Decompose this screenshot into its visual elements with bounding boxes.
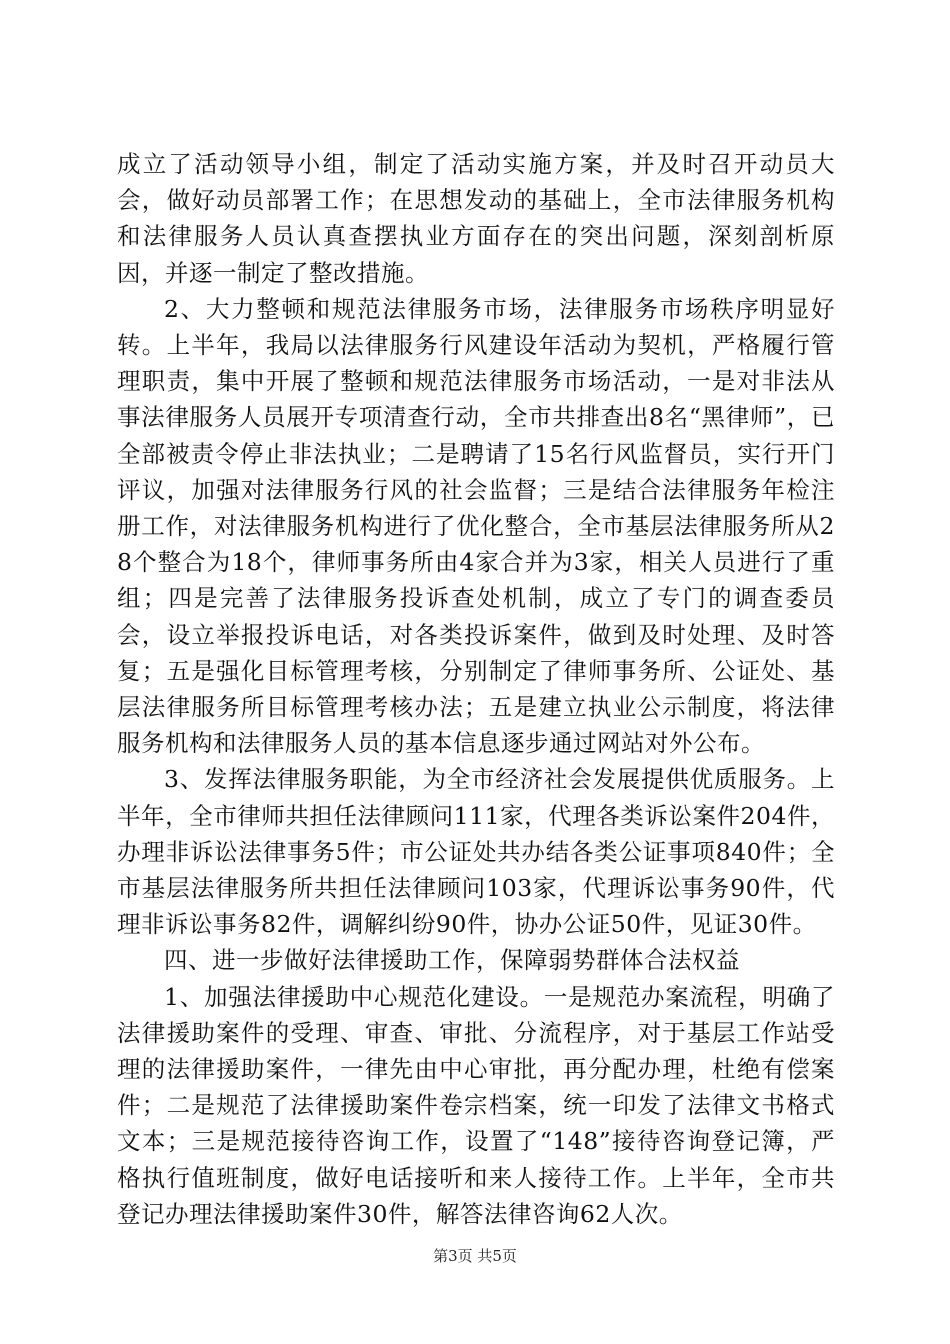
paragraph-market-regulation: 2、大力整顿和规范法律服务市场，法律服务市场秩序明显好转。上半年，我局以法律服务行风建设年活动为契机，严格履行管理职责，集中开展了整顿和规范法律服务市场活动，一是对非法从事法律服务人员展开专项清查行动，全市共排查出8名“黑律师”，已全部被责令停止非法执业；二是聘请了15名行风监督员，实行开门评议，加强对法律服务行风的社会监督；三是结合法律服务年检注册工作，对法律服务机构进行了优化整合，全市基层法律服务所从28个整合为18个，律师事务所由4家合并为3家，相关人员进行了重组；四是完善了法律服务投诉查处机制，成立了专门的调查委员会，设立举报投诉电话，对各类投诉案件，做到及时处理、及时答复；五是强化目标管理考核，分别制定了律师事务所、公证处、基层法律服务所目标管理考核办法；五是建立执业公示制度，将法律服务机构和法律服务人员的基本信息逐步通过网站对外公布。	[117, 294, 835, 758]
paragraph-legal-services: 3、发挥法律服务职能，为全市经济社会发展提供优质服务。上半年，全市律师共担任法律顾问111家，代理各类诉讼案件204件，办理非诉讼法律事务5件；市公证处共办结各类公证事项840件；全市基层法律服务所共担任法律顾问103家，代理诉讼事务90件，代理非诉讼事务82件，调解纠纷90件，协办公证50件，见证30件。	[117, 765, 835, 939]
paragraph-activity-organization: 成立了活动领导小组，制定了活动实施方案，并及时召开动员大会，做好动员部署工作；在思想发动的基础上，全市法律服务机构和法律服务人员认真查摆执业方面存在的突出问题，深刻剖析原因，并逐一制定了整改措施。	[117, 150, 835, 287]
page-number-footer: 第3页 共5页	[433, 1247, 517, 1265]
document-body	[117, 146, 835, 1232]
section-heading-legal-aid: 四、进一步做好法律援助工作，保障弱势群体合法权益	[164, 946, 740, 975]
paragraph-legal-aid-center: 1、加强法律援助中心规范化建设。一是规范办案流程，明确了法律援助案件的受理、审查、审批、分流程序，对于基层工作站受理的法律援助案件，一律先由中心审批，再分配办理，杜绝有偿案件；二是规范了法律援助案件卷宗档案，统一印发了法律文书格式文本；三是规范接待咨询工作，设置了“148”接待咨询登记簿，严格执行值班制度，做好电话接听和来人接待工作。上半年，全市共登记办理法律援助案件30件，解答法律咨询62人次。	[117, 982, 835, 1228]
